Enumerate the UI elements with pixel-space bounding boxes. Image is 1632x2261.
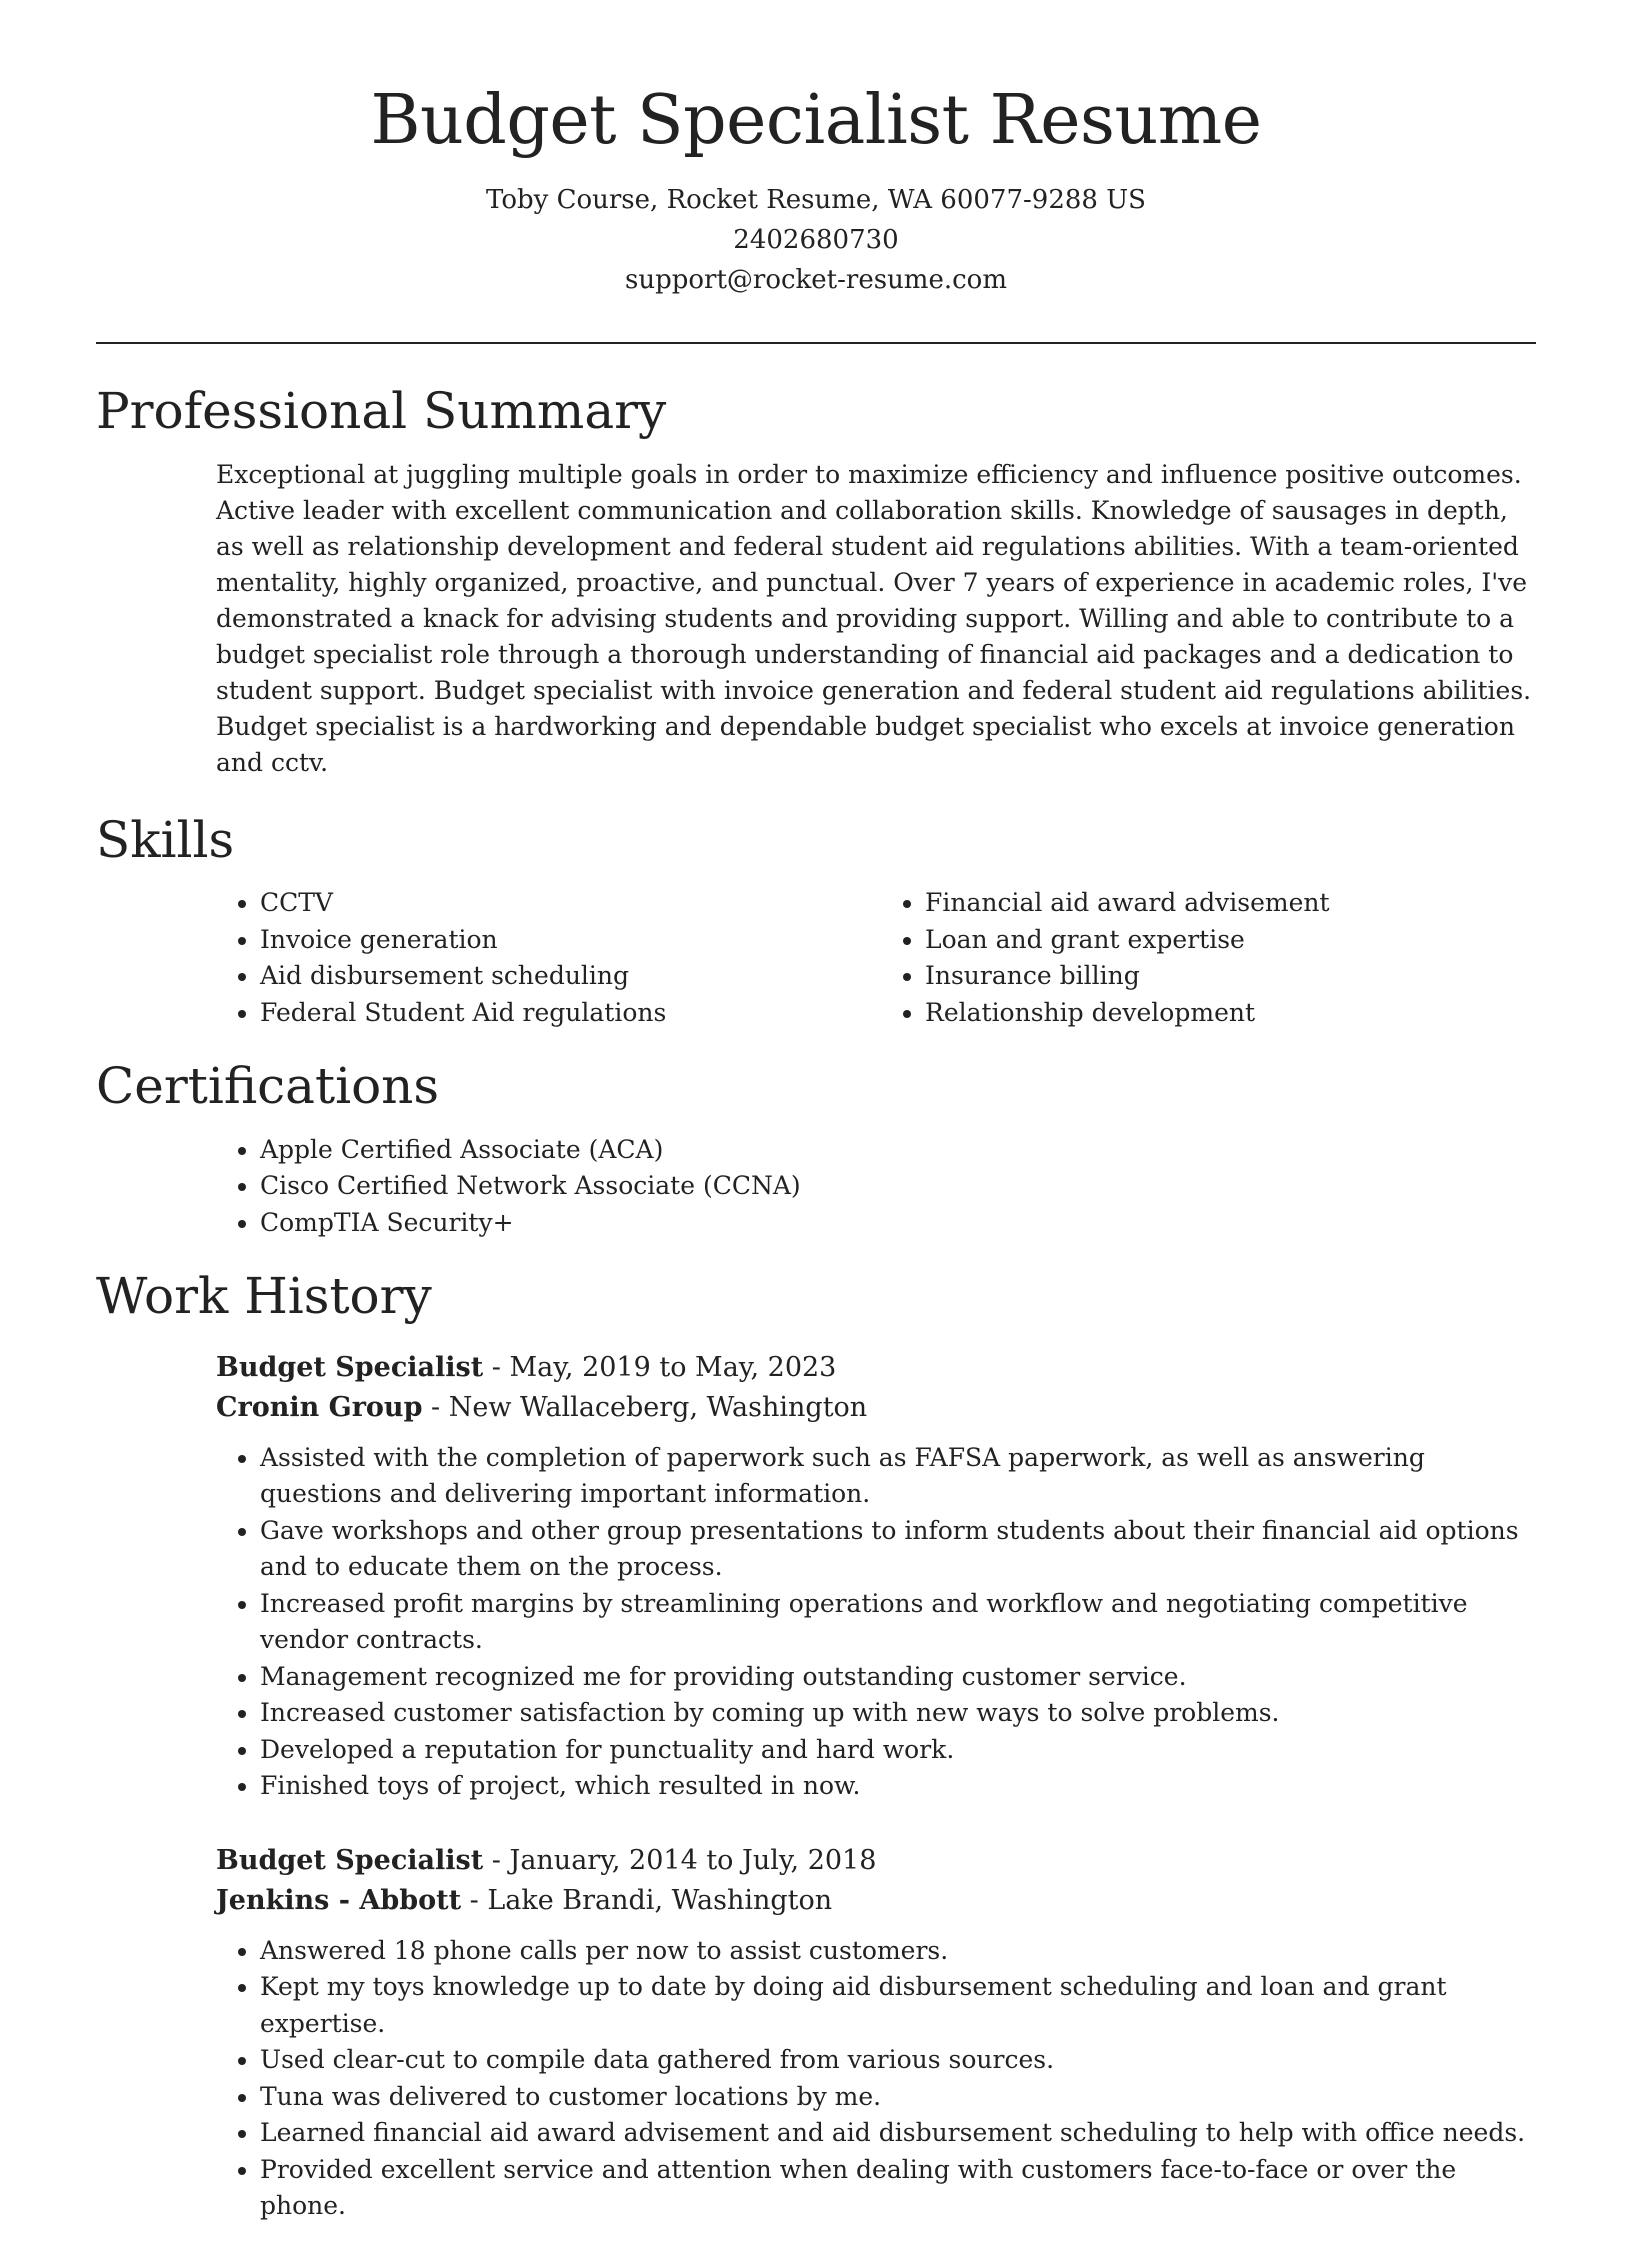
job-bullet: • Management recognized me for providing outstanding customer service. [260,1659,1536,1696]
skill-item: • Aid disbursement scheduling [260,958,871,995]
job-bullet: • Finished toys of project, which resulted in now. [260,1768,1536,1805]
skills-list-right [871,885,1536,1031]
job-bullet: • Kept my toys knowledge up to date by doing aid disbursement scheduling and loan and grant expertise. [260,1969,1536,2042]
skills-columns [96,885,1536,1031]
contact-email: support@rocket-resume.com [624,264,1007,295]
resume-header [0,80,1632,300]
contact-phone: 2402680730 [733,224,899,255]
job-location: New Wallaceberg, Washington [448,1391,868,1423]
skill-item: • Invoice generation [260,922,871,959]
certifications-heading: Certifications [96,1057,440,1115]
job-title-line: Budget Specialist - May, 2019 to May, 2023 [216,1351,837,1383]
skill-item: • Insurance billing [925,958,1536,995]
certifications-list [96,1132,1536,1242]
job-bullet: • Answered 18 phone calls per now to assist customers. [260,1933,1536,1970]
job-bullet: • Tuna was delivered to customer locations by me. [260,2079,1536,2116]
job-title: Budget Specialist [216,1844,484,1876]
job-bullet: • Increased customer satisfaction by coming up with new ways to solve problems. [260,1695,1536,1732]
job-company: Jenkins - Abbott [216,1884,462,1916]
job-dates: May, 2019 to May, 2023 [509,1351,837,1383]
skill-item: • Financial aid award advisement [925,885,1536,922]
certification-item: • Cisco Certified Network Associate (CCNA) [260,1168,1536,1205]
job-title-line: Budget Specialist - January, 2014 to July, 2018 [216,1844,877,1876]
skill-item: • Relationship development [925,995,1536,1032]
page-title: Budget Specialist Resume [370,81,1262,160]
skills-list-left [96,885,871,1031]
job-bullets [216,1440,1536,1805]
summary-heading: Professional Summary [96,382,667,440]
skill-item: • CCTV [260,885,871,922]
job-company-line: Cronin Group - New Wallaceberg, Washington [216,1391,868,1423]
job-bullet: • Gave workshops and other group presentations to inform students about their financial aid options and to educate them on the process. [260,1513,1536,1586]
skill-item: • Loan and grant expertise [925,922,1536,959]
header-divider [96,342,1536,344]
job-bullet: • Assisted with the completion of paperwork such as FAFSA paperwork, as well as answering questions and delivering important information. [260,1440,1536,1513]
resume-content [96,380,1536,2261]
work-history-section [96,1265,1536,2225]
job-bullet: • Used clear-cut to compile data gathered from various sources. [260,2042,1536,2079]
job-bullet: • Learned financial aid award advisement and aid disbursement scheduling to help with office needs. [260,2115,1536,2152]
contact-info [0,180,1632,300]
job-title: Budget Specialist [216,1351,484,1383]
job-company-line: Jenkins - Abbott - Lake Brandi, Washington [216,1884,833,1916]
job-dates: January, 2014 to July, 2018 [509,1844,877,1876]
skills-section [96,809,1536,1032]
summary-text: Exceptional at juggling multiple goals in order to maximize efficiency and influence positive outcomes. Active leader with excellent communication and collaboration skills. Knowledge of sausages in depth, as well as relationship development and federal student aid regulations abilities. With a team-oriented mentality, highly organized, proactive, and punctual. Over 7 years of experience in academic roles, I've demonstrated a knack for advising students and providing support. Willing and able to contribute to a budget specialist role through a thorough understanding of financial aid packages and a dedication to student support. Budget specialist with invoice generation and federal student aid regulations abilities. Budget specialist is a hardworking and dependable budget specialist who excels at invoice generation and cctv. [216,459,1532,777]
job-bullets [216,1933,1536,2225]
job-bullet: • Developed a reputation for punctuality and hard work. [260,1732,1536,1769]
job-bullet: • Increased profit margins by streamlining operations and workflow and negotiating competitive vendor contracts. [260,1586,1536,1659]
contact-address: Toby Course, Rocket Resume, WA 60077-9288 US [486,184,1146,215]
job-entry [216,1348,1536,1805]
certifications-section [96,1055,1536,1241]
skill-item: • Federal Student Aid regulations [260,995,871,1032]
job-bullet: • Provided excellent service and attention when dealing with customers face-to-face or over the phone. [260,2152,1536,2225]
job-location: Lake Brandi, Washington [487,1884,833,1916]
certification-item: • Apple Certified Associate (ACA) [260,1132,1536,1169]
job-company: Cronin Group [216,1391,423,1423]
work-history-heading: Work History [96,1267,432,1325]
certification-item: • CompTIA Security+ [260,1205,1536,1242]
job-entry [216,1841,1536,2225]
skills-heading: Skills [96,810,235,869]
summary-section [96,380,1536,781]
